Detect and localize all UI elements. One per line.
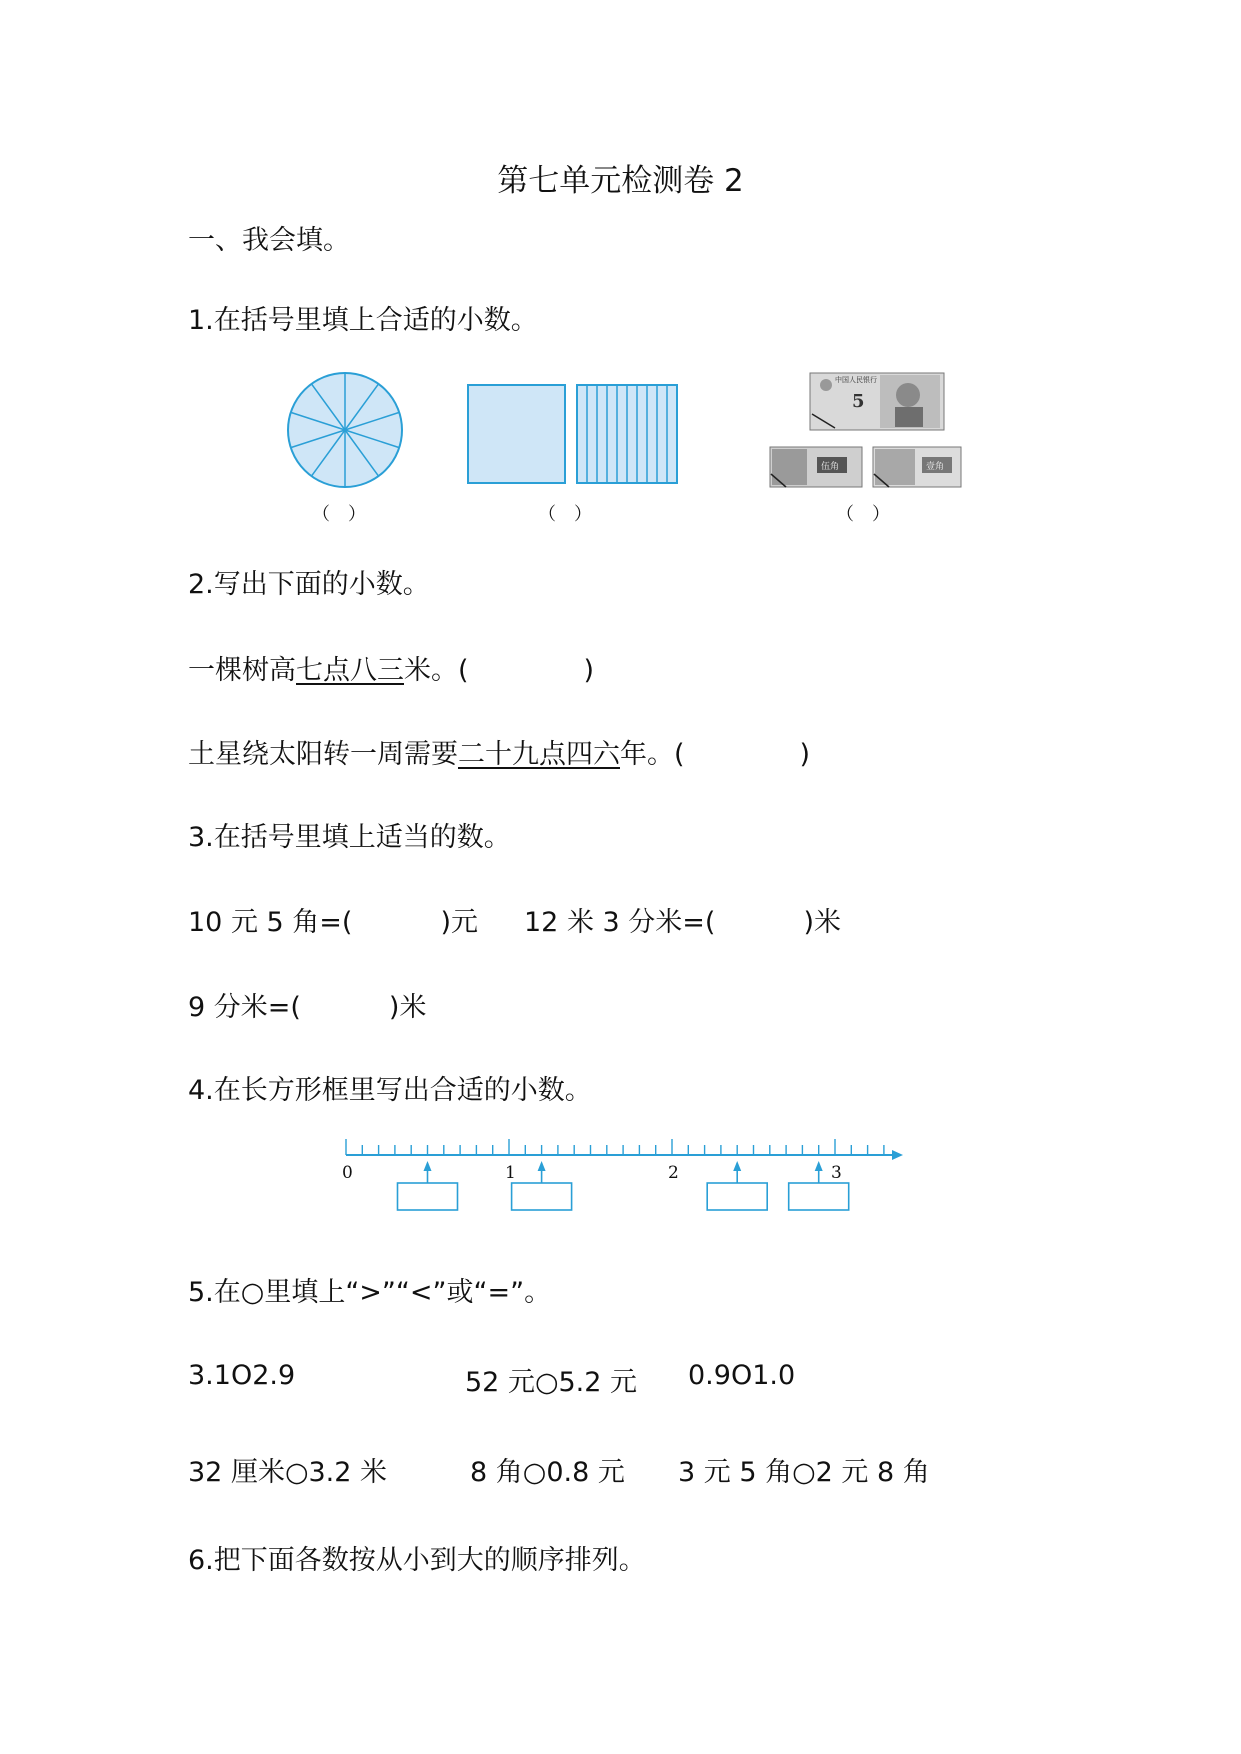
strip-square <box>577 385 677 483</box>
q5-prompt: 5.在○里填上“>”“<”或“=”。 <box>188 1277 552 1308</box>
answer-box[interactable] <box>512 1183 572 1210</box>
portrait-head-icon <box>896 383 920 407</box>
number-line-label: 3 <box>831 1163 842 1183</box>
banknote-top-header: 中国人民银行 <box>835 376 877 384</box>
banknote-right-value: 壹角 <box>926 462 945 472</box>
q3-c-right: )米 <box>388 992 427 1023</box>
q2-item-2 <box>188 732 810 771</box>
q2-item-1-underlined: 七点八三 <box>296 655 404 686</box>
fraction-circle <box>288 373 402 487</box>
q2-item-1-pre: 一棵树高 <box>188 655 296 686</box>
q2-item-1 <box>188 648 594 687</box>
pointer-arrow-icon <box>733 1161 741 1171</box>
q1-blank-1[interactable]: （ ） <box>312 504 366 525</box>
q5-row2-item2: 8 角○0.8 元 <box>470 1457 625 1488</box>
q3-b-left: 12 米 3 分米=( <box>524 907 716 938</box>
q5-row1-item3: 0.9O1.0 <box>688 1360 796 1391</box>
answer-box[interactable] <box>789 1183 849 1210</box>
answer-box[interactable] <box>707 1183 767 1210</box>
q3-b-right: )米 <box>803 907 841 938</box>
answer-box[interactable] <box>398 1183 458 1210</box>
emblem-icon <box>820 379 832 391</box>
q2-item-1-close: ) <box>583 655 595 686</box>
number-line-label: 1 <box>505 1163 516 1183</box>
q2-item-2-post: 年。( <box>620 739 685 770</box>
q3-c-left: 9 分米=( <box>188 992 301 1023</box>
banknote-five-yuan <box>810 373 944 430</box>
q2-item-1-post: 米。( <box>404 655 469 686</box>
q3-a-left: 10 元 5 角=( <box>188 907 353 938</box>
page-title: 第七单元检测卷 2 <box>497 163 744 199</box>
number-line-label: 0 <box>342 1163 353 1183</box>
q1-prompt: 1.在括号里填上合适的小数。 <box>188 305 538 336</box>
whole-square <box>468 385 565 483</box>
banknote-left-value: 伍角 <box>821 462 840 472</box>
pointer-arrow-icon <box>538 1161 546 1171</box>
banknote-one-jiao <box>873 447 961 487</box>
q2-prompt: 2.写出下面的小数。 <box>188 569 430 600</box>
banknote-five-jiao <box>770 447 862 487</box>
q5-row1-item1: 3.1O2.9 <box>188 1360 296 1391</box>
q1-blank-3[interactable]: （ ） <box>836 504 890 525</box>
q3-a-right: )元 <box>440 907 478 938</box>
pointer-arrow-icon <box>424 1161 432 1171</box>
number-line-label: 2 <box>668 1163 679 1183</box>
q3-item-a <box>188 900 478 939</box>
q6-prompt: 6.把下面各数按从小到大的顺序排列。 <box>188 1545 646 1576</box>
number-line-arrowhead-icon <box>892 1150 903 1160</box>
pointer-arrow-icon <box>815 1161 823 1171</box>
q5-row2-item1: 32 厘米○3.2 米 <box>188 1457 388 1488</box>
q1-blank-2[interactable]: （ ） <box>538 504 592 525</box>
q5-row1-item2: 52 元○5.2 元 <box>465 1367 638 1398</box>
q2-item-2-close: ) <box>799 739 811 770</box>
portrait-body-icon <box>895 407 923 427</box>
q3-prompt: 3.在括号里填上适当的数。 <box>188 822 511 853</box>
number-line <box>342 1139 903 1210</box>
q3-item-c <box>188 985 426 1024</box>
banknote-top-value: 5 <box>852 391 865 412</box>
q2-item-2-underlined: 二十九点四六 <box>458 739 620 770</box>
q5-row2-item3: 3 元 5 角○2 元 8 角 <box>678 1457 930 1488</box>
q4-prompt: 4.在长方形框里写出合适的小数。 <box>188 1075 592 1106</box>
q3-item-b <box>524 900 841 939</box>
q2-item-2-pre: 土星绕太阳转一周需要 <box>188 739 458 770</box>
section-heading: 一、我会填。 <box>188 225 350 256</box>
